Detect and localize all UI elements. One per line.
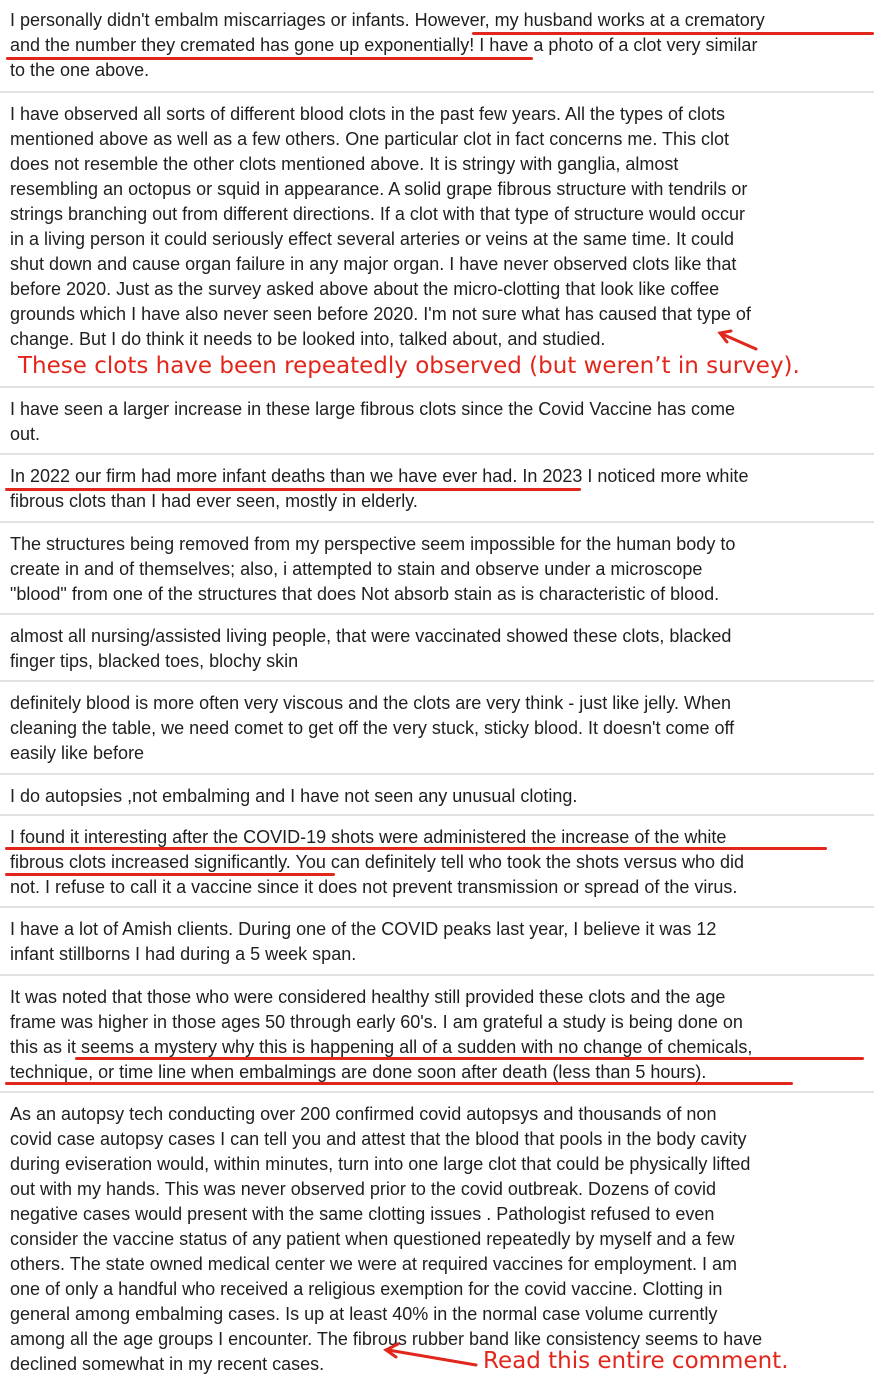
comment-6: almost all nursing/assisted living people, that were vaccinated showed these clots, blacked finger tips, blacked toes, blochy skin: [10, 626, 732, 671]
separator: [0, 773, 874, 775]
separator: [0, 814, 874, 816]
comment-12: As an autopsy tech conducting over 200 confirmed covid autopsys and thousands of non covid case autopsy cases I can tell you and attest that the blood that pools in the body cavity during eviseration would, within minutes, turn into one large clot that could be physically lifted out with my hands. This was never observed prior to the covid outbreak. Dozens of covid negative cases would present with the same clotting issues . Pathologist refused to even consider the vaccine status of any patient when questioned repeatedly by myself and a few others. The state owned medical center we were at required vaccines for employment. I am one of only a handful who received a religious exemption for the covid vaccine. Clotting in general among embalming cases. Is up at least 40% in the normal case volume currently among all the age groups I encounter. The fibrous rubber band like consistency seems to have declined somewhat in my recent cases.: [10, 1104, 763, 1374]
highlight-underline: [5, 873, 335, 876]
annotation-clots-note: These clots have been repeatedly observed (but weren’t in survey).: [18, 353, 800, 379]
highlight-underline: [5, 1082, 793, 1085]
separator: [0, 521, 874, 523]
comment-9: I found it interesting after the COVID-19 shots were administered the increase of the white fibrous clots increased significantly. You can definitely tell who took the shots versus who did not. I refuse to call it a vaccine since it does not prevent transmission or spread of the virus.: [10, 827, 745, 897]
highlight-underline: [75, 1057, 864, 1060]
separator: [0, 386, 874, 388]
comment-10: I have a lot of Amish clients. During one of the COVID peaks last year, I believe it was 12 infant stillborns I had during a 5 week span.: [10, 919, 717, 964]
separator: [0, 680, 874, 682]
comment-8: I do autopsies ,not embalming and I have not seen any unusual cloting.: [10, 786, 578, 806]
annotation-read-note: Read this entire comment.: [483, 1348, 789, 1374]
highlight-underline: [6, 57, 533, 60]
separator: [0, 974, 874, 976]
comment-5: The structures being removed from my perspective seem impossible for the human body to create in and of themselves; also, i attempted to stain and observe under a microscope "blood" from one of the structures that does Not absorb stain as is characteristic of blood.: [10, 534, 736, 604]
comment-11: It was noted that those who were considered healthy still provided these clots and the age frame was higher in those ages 50 through early 60's. I am grateful a study is being done on this as it seems a mystery why this is happening all of a sudden with no change of chemicals, technique, or time line when embalmings are done soon after death (less than 5 hours).: [10, 987, 753, 1082]
separator: [0, 453, 874, 455]
comment-1: I personally didn't embalm miscarriages or infants. However, my husband works at a crematory and the number they cremated has gone up exponentially! I have a photo of a clot very similar to the one above.: [10, 10, 765, 80]
comment-7: definitely blood is more often very viscous and the clots are very think - just like jelly. When cleaning the table, we need comet to get off the very stuck, sticky blood. It doesn't come off easily like before: [10, 693, 735, 763]
separator: [0, 1091, 874, 1093]
comment-4: In 2022 our firm had more infant deaths than we have ever had. In 2023 I noticed more white fibrous clots than I had ever seen, mostly in elderly.: [10, 466, 749, 511]
separator: [0, 906, 874, 908]
highlight-underline: [5, 847, 827, 850]
comment-3: I have seen a larger increase in these large fibrous clots since the Covid Vaccine has come out.: [10, 399, 736, 444]
separator: [0, 91, 874, 93]
separator: [0, 613, 874, 615]
comment-2: I have observed all sorts of different blood clots in the past few years. All the types of clots mentioned above as well as a few others. One particular clot in fact concerns me. This clot does not resemble the other clots mentioned above. It is stringy with ganglia, almost resembling an octopus or squid in appearance. A solid grape fibrous structure with tendrils or strings branching out from different directions. If a clot with that type of structure would occur in a living person it could seriously effect several arteries or veins at the same time. It could shut down and cause organ failure in any major organ. I have never observed clots like that before 2020. Just as the survey asked above about the micro-clotting that look like coffee grounds which I have also never seen before 2020. I'm not sure what has caused that type of change. But I do think it needs to be looked into, talked about, and studied.: [10, 104, 751, 349]
highlight-underline: [5, 488, 581, 491]
highlight-underline: [472, 32, 874, 35]
